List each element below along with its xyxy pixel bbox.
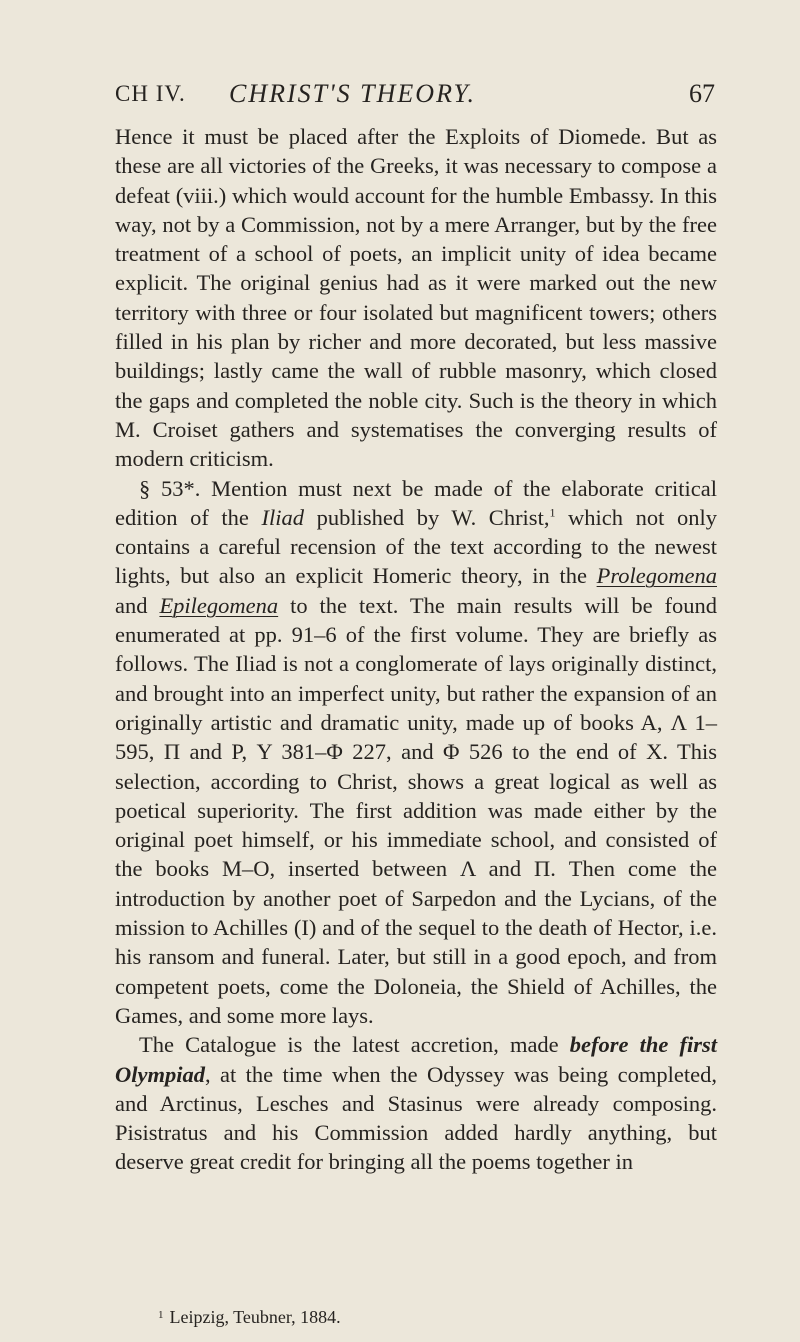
epilegomena-title: Epilegomena (159, 592, 279, 618)
paragraph-2 (115, 474, 717, 1031)
footnote (158, 1306, 718, 1328)
footnote-text: Leipzig, Teubner, 1884. (169, 1307, 341, 1327)
paragraph-2-part-c: which not only contains a careful recension of the text according to the newest lights, but also an explicit Homeric theory, in the (115, 504, 717, 589)
paragraph-2-part-a: § 53*. Mention must next be made of the elaborate critical edition of the (115, 475, 717, 530)
emphasis-before-first-olympiad: before the first Olympiad (115, 1032, 718, 1087)
paragraph-1: Hence it must be placed after the Exploits of Diomede. But as these are all victories of the Greeks, it was necessary to compose a defeat (viii.) which would account for the humble Embassy. In this way, not by a Commission, not by a mere Arranger, but by the free treatment of a school of poets, an implicit unity of idea became explicit. The original genius had as it were marked out the new territory with three or four isolated but magnificent towers; others filled in his plan by richer and more decorated, but less massive buildings; lastly came the wall of rubble masonry, which closed the gaps and completed the noble city. Such is the theory in which M. Croiset gathers and systematises the converging results of modern criticism. (115, 124, 717, 472)
paragraph-2-part-e: to the text. The main results will be found enumerated at pp. 91–6 of the first volume. They are briefly as follows. The Iliad is not a conglomerate of lays originally distinct, and brought into an imperfect unity, but rather the expansion of an originally artistic and dramatic unity, made up of books A, Λ 1–595, Π and P, Υ 381–Φ 227, and Φ 526 to the end of X. This selection, according to Christ, shows a great logical as well as poetical superiority. The first addition was made either by the original poet himself, or his immediate school, and consisted of the books M–O, inserted between Λ and Π. Then come the introduction by another poet of Sarpedon and the Lycians, of the mission to Achilles (I) and of the sequel to the death of Hector, i.e. his ransom and funeral. Later, but still in a good epoch, and from competent poets, come the Doloneia, the Shield of Achilles, the Games, and some more lays. (115, 592, 717, 1028)
footnote-marker: 1 (158, 1309, 164, 1321)
paragraph-3 (115, 1030, 717, 1176)
chapter-label: CH IV. (115, 81, 186, 106)
running-head (115, 76, 715, 112)
running-title: CHRIST'S THEORY. (229, 79, 477, 108)
paragraph-3-part-b: , at the time when the Odyssey was being completed, and Arctinus, Lesches and Stasinus were already composing. Pisistratus and his Commission added hardly anything, but deserve great credit for bringing all the poems together in (115, 1061, 717, 1175)
paragraph-2-part-b: published by W. Christ, (304, 504, 550, 530)
iliad-title: Iliad (261, 504, 305, 530)
page-number: 67 (689, 79, 715, 108)
paragraph-2-part-d: and (115, 592, 160, 618)
footnote-reference: 1 (549, 505, 556, 520)
prolegomena-title: Prolegomena (596, 563, 717, 589)
paragraph-3-part-a: The Catalogue is the latest accretion, made (139, 1032, 570, 1058)
body-text (115, 122, 717, 1177)
